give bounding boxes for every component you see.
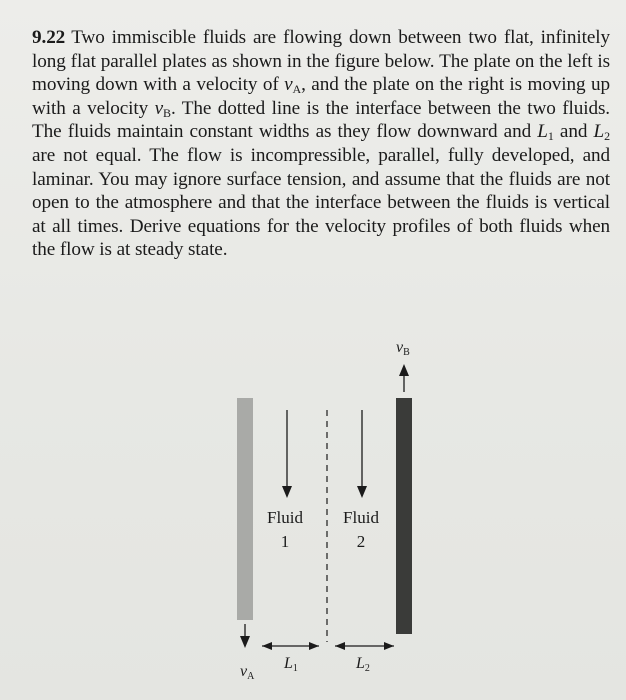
l1-label-symbol: L (284, 655, 293, 672)
fluid2-flow-arrow (357, 410, 367, 498)
problem-text-5: are not equal. The flow is incompressible, parallel, fully developed, and laminar. You may ignore surface tension, and assume that the fluids are not open to the atmosphere and that the interface between the fluids is vertical at all times. Derive equations for the velocity profiles of both fluids when the flow is at steady state. (32, 144, 610, 261)
vb-symbol: v (154, 97, 164, 119)
l1-label-sub: 1 (292, 663, 298, 674)
vb-subscript: B (163, 105, 171, 120)
l1-symbol: L (537, 121, 548, 143)
l2-dimension-arrow (335, 642, 394, 650)
l2-label-sub: 2 (364, 663, 370, 674)
problem-text-1: Two immiscible fluids are flowing down between two flat, infinitely long flat parallel plates as shown in the figure below. The plate on the left is moving down with a velocity of (32, 27, 610, 96)
l2-label-symbol: L (356, 655, 365, 672)
fluid2-label: Fluid (343, 508, 379, 527)
fluid1-number: 1 (280, 532, 290, 551)
problem-text-2: , and the plate on the right is moving up with a velocity (32, 74, 610, 119)
va-subscript: A (292, 82, 302, 97)
fluid1-label: Fluid (267, 508, 303, 527)
l2-label (355, 655, 370, 674)
vb-arrow (399, 364, 409, 392)
fluid2-number: 2 (356, 532, 366, 551)
right-plate (396, 398, 412, 634)
l2-symbol: L (593, 121, 605, 143)
vb-label (396, 339, 410, 358)
l1-dimension-arrow (262, 642, 319, 650)
problem-text-3: . The dotted line is the interface between the two fluids. The fluids maintain constant widths as they flow downward and (32, 97, 611, 143)
va-arrow (240, 624, 250, 648)
left-plate (237, 398, 253, 620)
va-symbol: v (284, 74, 293, 96)
problem-number: 9.22 (32, 27, 66, 48)
problem-text-4: and (553, 121, 594, 143)
l1-label (283, 655, 298, 674)
va-label (240, 663, 255, 682)
l2-subscript: 2 (604, 129, 610, 144)
vb-label-symbol: v (396, 339, 404, 356)
fluid1-flow-arrow (282, 410, 292, 498)
va-label-symbol: v (240, 663, 248, 680)
va-label-sub: A (247, 671, 255, 682)
l1-subscript: 1 (547, 129, 554, 144)
vb-label-sub: B (403, 347, 410, 358)
